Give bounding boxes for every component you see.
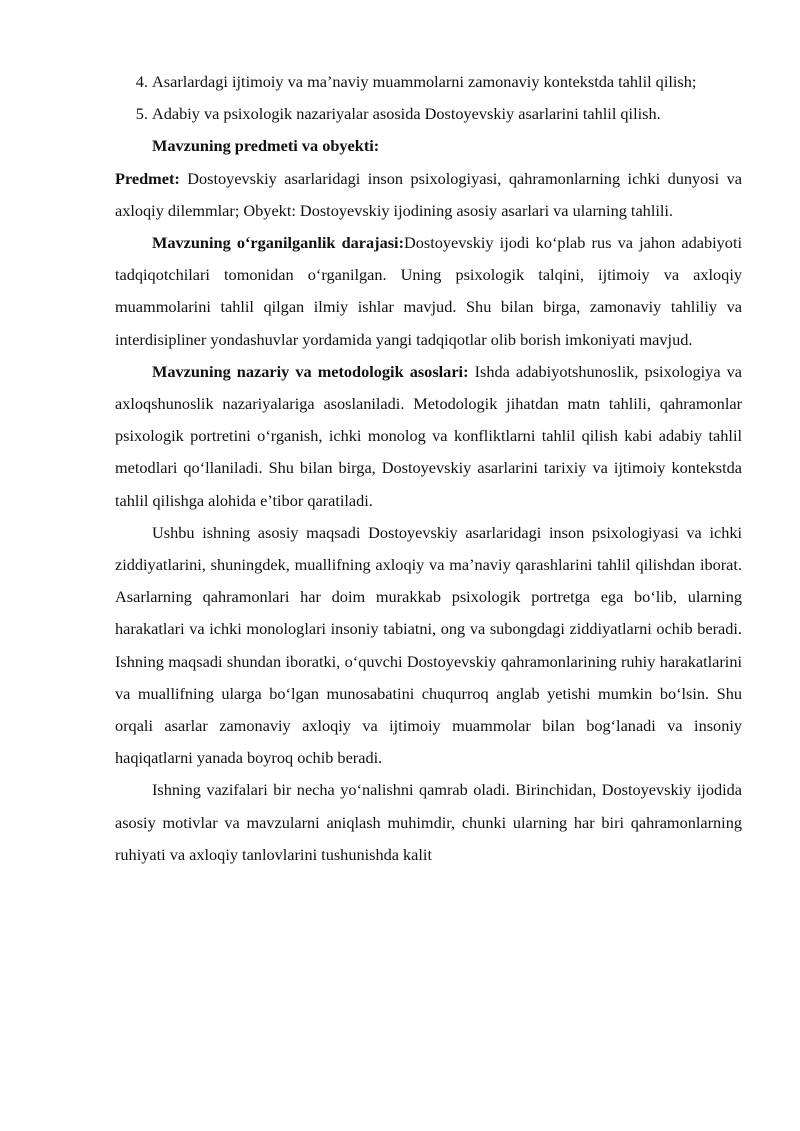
- list-number: 5.: [135, 104, 148, 124]
- list-item-text: Asarlardagi ijtimoiy va ma’naviy muammolarni zamonaviy kontekstda tahlil qilish;: [152, 72, 697, 91]
- subject-label: Predmet:: [115, 168, 180, 188]
- subject-paragraph: [115, 163, 742, 227]
- document-page: [115, 66, 742, 871]
- tasks-paragraph: Ishning vazifalari bir necha yo‘nalishni qamrab oladi. Birinchidan, Dostoyevskiy ijodida asosiy motivlar va mavzularni aniqlash muhimdir, chunki ularning har biri qahramonlarning ruhiyati va axloqiy tanlovlarini tushunishda kalit: [115, 780, 742, 864]
- study-heading: Mavzuning o‘rganilganlik darajasi:: [152, 233, 404, 253]
- subject-heading: Mavzuning predmeti va obyekti:: [152, 136, 380, 156]
- theory-heading: Mavzuning nazariy va metodologik asoslari:: [152, 361, 469, 381]
- theory-text: Ishda adabiyotshunoslik, psixologiya va axloqshunoslik nazariyalariga asoslaniladi. Metodologik jihatdan matn tahlili, qahramonlar psixologik portretini o‘rganish, ichki monolog va konfliktlarni tahlil qilish kabi adabiy tahlil metodlari qo‘llaniladi. Shu bilan birga, Dostoyevskiy asarlarini tarixiy va ijtimoiy kontekstda tahlil qilishga alohida e’tibor qaratiladi.: [115, 361, 742, 510]
- subject-text: Dostoyevskiy asarlaridagi inson psixologiyasi, qahramonlarning ichki dunyosi va axloqiy dilemmlar; Obyekt: Dostoyevskiy ijodining asosiy asarlari va ularning tahlili.: [115, 168, 742, 220]
- list-number: 4.: [135, 72, 148, 91]
- list-item: [115, 66, 742, 98]
- list-item: [115, 98, 742, 130]
- list-item-text: Adabiy va psixologik nazariyalar asosida Dostoyevskiy asarlarini tahlil qilish.: [152, 104, 661, 124]
- study-paragraph: [115, 227, 742, 356]
- theory-paragraph: [115, 356, 742, 517]
- goal-paragraph: Ushbu ishning asosiy maqsadi Dostoyevskiy asarlaridagi inson psixologiyasi va ichki ziddiyatlarini, shuningdek, muallifning axloqiy va ma’naviy qarashlarini tahlil qilishdan iborat. Asarlarning qahramonlari har doim murakkab psixologik portretga ega bo‘lib, ularning harakatlari va ichki monologlari insoniy tabiatni, ong va subongdagi ziddiyatlarni ochib beradi. Ishning maqsadi shundan iboratki, o‘quvchi Dostoyevskiy qahramonlarining ruhiy harakatlarini va muallifning ularga bo‘lgan munosabatini chuqurroq anglab yetishi mumkin bo‘lsin. Shu orqali asarlar zamonaviy axloqiy va ijtimoiy muammolar bilan bog‘lanadi va insoniy haqiqatlarni yanada boyroq ochib beradi.: [115, 522, 742, 768]
- study-text: Dostoyevskiy ijodi ko‘plab rus va jahon adabiyoti tadqiqotchilari tomonidan o‘rganilgan. Uning psixologik talqini, ijtimoiy va axloqiy muammolarini tahlil qilgan ilmiy ishlar mavjud. Shu bilan birga, zamonaviy tahliliy va interdisipliner yondashuvlar yordamida yangi tadqiqotlar olib borish imkoniyati mavjud.: [115, 233, 742, 349]
